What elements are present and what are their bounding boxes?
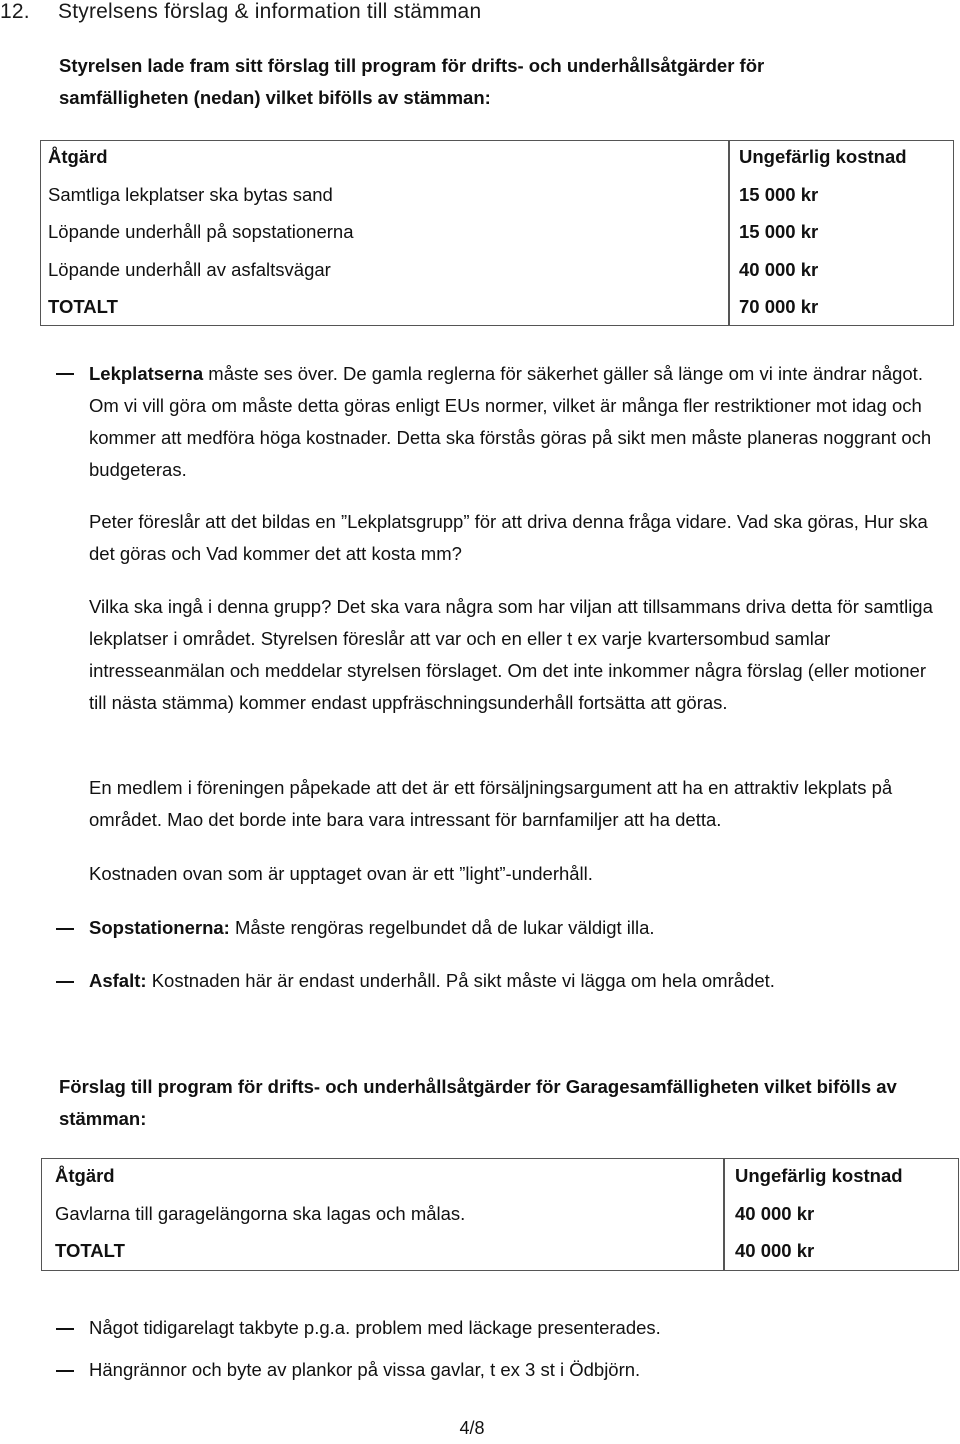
asfalt-paragraph (89, 965, 939, 997)
table-2-total-cost: 40 000 kr (735, 1240, 815, 1261)
table-2-header-cost: Ungefärlig kostnad (735, 1165, 903, 1186)
asfalt-label: Asfalt: (89, 970, 147, 991)
garage-intro-text: Förslag till program för drifts- och underhållsåtgärder för Garagesamfälligheten vilket bifölls av stämman: (59, 1076, 897, 1129)
table-row-cost: 40 000 kr (739, 259, 819, 280)
page-number: 4/8 (459, 1418, 485, 1438)
section-number: 12. (0, 0, 30, 23)
lekplats-label: Lekplatserna (89, 363, 204, 384)
sop-paragraph (89, 912, 939, 944)
table-2-column-divider (723, 1158, 725, 1271)
section-title: Styrelsens förslag & information till stämman (58, 0, 482, 23)
lekplats-cost-note: Kostnaden ovan som är upptaget ovan är ett ”light”-underhåll. (89, 863, 593, 884)
table-row-cost: 40 000 kr (735, 1203, 815, 1224)
table-row-action: Löpande underhåll på sopstationerna (48, 221, 354, 242)
table-row-action: Samtliga lekplatser ska bytas sand (48, 184, 333, 205)
table-1-total-cost: 70 000 kr (739, 296, 819, 317)
garage-bullet-item: Något tidigarelagt takbyte p.g.a. problem med läckage presenterades. (89, 1317, 661, 1338)
asfalt-text: Kostnaden här är endast underhåll. På sikt måste vi lägga om hela området. (146, 970, 775, 991)
dash-bullet-icon (56, 928, 74, 930)
table-1-header-action: Åtgärd (48, 146, 108, 167)
lekplats-member-comment: En medlem i föreningen påpekade att det är ett försäljningsargument att ha en attraktiv lekplats på området. Mao det borde inte bara vara intressant för barnfamiljer att ha detta. (89, 777, 893, 830)
intro-text: Styrelsen lade fram sitt förslag till program för drifts- och underhållsåtgärder för samfälligheten (nedan) vilket bifölls av stämman: (59, 55, 765, 108)
table-1-total-label: TOTALT (48, 296, 118, 317)
lekplats-members-paragraph: Vilka ska ingå i denna grupp? Det ska vara några som har viljan att tillsammans driva detta för samtliga lekplatser i området. Styrelsen föreslår att var och en eller t ex varje kvartersombud samlar intresseanmälan och meddelar styrelsen förslaget. Om det inte inkommer några förslag (eller motioner till nästa stämma) kommer endast uppfräschningsunderhåll fortsätta att göras. (89, 596, 933, 713)
dash-bullet-icon (56, 1370, 74, 1372)
lekplats-paragraph (89, 358, 939, 486)
lekplats-text: måste ses över. De gamla reglerna för säkerhet gäller så länge om vi inte ändrar något. Om vi vill göra om måste detta göras enligt EUs normer, vilket är många fler restriktioner mot idag och kommer att medföra höga kostnader. Detta ska förstås göras på sikt men måste planeras noggrant och budgeteras. (89, 363, 932, 480)
sop-label: Sopstationerna: (89, 917, 230, 938)
lekplats-group-paragraph: Peter föreslår att det bildas en ”Lekplatsgrupp” för att driva denna fråga vidare. Vad ska göras, Hur ska det göras och Vad kommer det att kosta mm? (89, 511, 928, 564)
table-row-cost: 15 000 kr (739, 221, 819, 242)
table-row-cost: 15 000 kr (739, 184, 819, 205)
table-row-action: Löpande underhåll av asfaltsvägar (48, 259, 331, 280)
table-1-header-cost: Ungefärlig kostnad (739, 146, 907, 167)
dash-bullet-icon (56, 373, 74, 375)
table-2-total-label: TOTALT (55, 1240, 125, 1261)
dash-bullet-icon (56, 981, 74, 983)
table-row-action: Gavlarna till garagelängorna ska lagas och målas. (55, 1203, 466, 1224)
table-1-column-divider (728, 140, 730, 326)
garage-bullet-item: Hängrännor och byte av plankor på vissa gavlar, t ex 3 st i Ödbjörn. (89, 1359, 641, 1380)
dash-bullet-icon (56, 1328, 74, 1330)
sop-text: Måste rengöras regelbundet då de lukar väldigt illa. (229, 917, 655, 938)
table-2-header-action: Åtgärd (55, 1165, 115, 1186)
section-heading (0, 0, 481, 24)
